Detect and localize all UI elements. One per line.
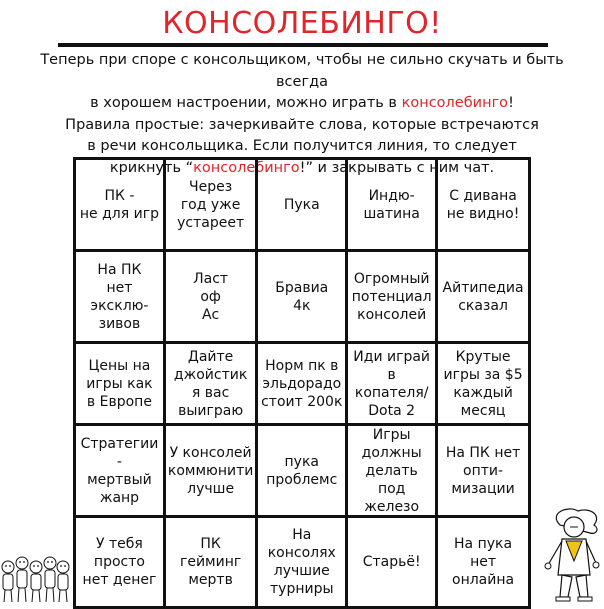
bingo-cell: На ПК нет опти- мизации (438, 426, 528, 518)
bingo-cell: На консолях лучшие турниры (258, 518, 348, 606)
pc-master-race-figure-icon (538, 505, 604, 604)
intro-line-3: Правила простые: зачеркивайте слова, которые встречаются (65, 116, 539, 133)
bingo-cell: Дайте джойстик я вас выиграю (166, 344, 258, 426)
intro-highlight: консолебинго (401, 95, 509, 111)
page-title: КОНСОЛЕБИНГО! (162, 6, 442, 41)
bingo-board (73, 157, 531, 609)
intro-line-2 (20, 93, 584, 115)
bingo-cell: Через год уже устареет (166, 160, 258, 252)
bingo-cell: У консолей коммюнити лучше (166, 426, 258, 518)
bingo-cell: У тебя просто нет денег (76, 518, 166, 606)
bingo-cell: Иди играй в копателя/ Dota 2 (348, 344, 438, 426)
bingo-cell: ПК - не для игр (76, 160, 166, 252)
bingo-cell: Индю- шатина (348, 160, 438, 252)
bingo-cell: ПК гейминг мертв (166, 518, 258, 606)
intro-line-2-end: ! (508, 95, 514, 111)
intro-line-4: в речи консольщика. Если получится линия, то следует (87, 138, 517, 154)
bingo-cell: Старьё! (348, 518, 438, 606)
stick-figures-crowd-icon (0, 545, 72, 604)
bingo-cell: С дивана не видно! (438, 160, 528, 252)
intro-line-5-end: !” и закрывать с ним чат. (299, 159, 495, 176)
bingo-cell: Ласт оф Ас (166, 252, 258, 344)
bingo-cell: Огромный потенциал консолей (348, 252, 438, 344)
bingo-cell: пука проблемс (258, 426, 348, 518)
intro-line-2-text: в хорошем настроении, можно играть в (90, 95, 402, 111)
title-underline (58, 43, 548, 47)
bingo-cell: Игры должны делать под железо (348, 426, 438, 518)
bingo-cell: Айтипедиа сказал (438, 252, 528, 344)
bingo-cell: Пука (258, 160, 348, 252)
intro-highlight-2: консолебинго (193, 159, 300, 176)
bingo-cell: На пука нет онлайна (452, 536, 515, 588)
intro-line-1: Теперь при споре с консольщиком, чтобы не сильно скучать и быть всегда (40, 52, 564, 90)
intro-line-5-text: крикнуть “ (109, 159, 194, 176)
bingo-cell: Бравиа 4к (258, 252, 348, 344)
bingo-cell: Цены на игры как в Европе (76, 344, 166, 426)
bingo-cell: Крутые игры за $5 каждый месяц (438, 344, 528, 426)
bingo-cell: На ПК нет эксклю- зивов (76, 252, 166, 344)
bingo-cell: Стратегии - мертвый жанр (76, 426, 166, 518)
bingo-cell: Норм пк в эльдорадо стоит 200к (258, 344, 348, 426)
